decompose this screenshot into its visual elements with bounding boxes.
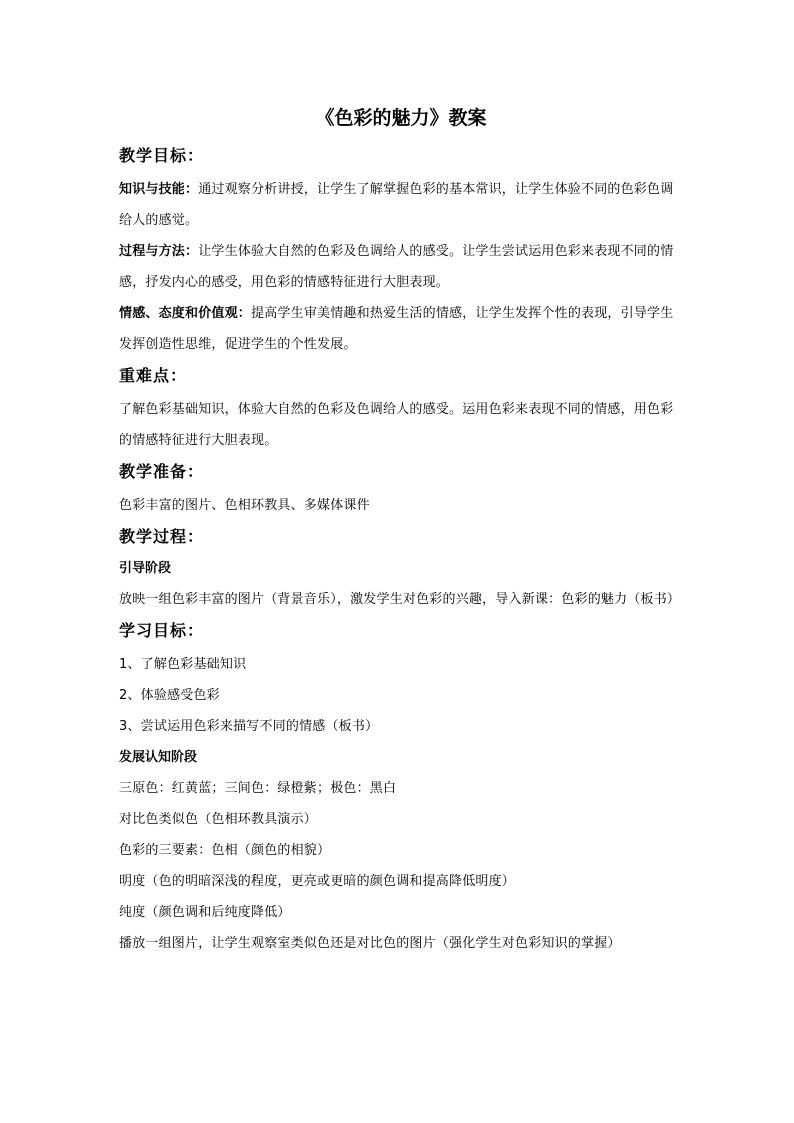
goal-process-label: 过程与方法： [119, 244, 199, 259]
document-content [119, 100, 679, 959]
goal-process-text: 让学生体验大自然的色彩及色调给人的感受。让学生尝试运用色彩来表现不同的情感，抒发内心的感受，用色彩的情感特征进行大胆表现。 [119, 244, 674, 290]
heading-preparation: 教学准备： [119, 462, 205, 481]
development-line: 对比色类似色（色相环教具演示） [119, 812, 318, 827]
development-line: 纯度（颜色调和后纯度降低） [119, 905, 291, 920]
heading-learning-goals: 学习目标： [119, 621, 205, 640]
goal-knowledge-label: 知识与技能： [119, 182, 199, 197]
learning-goal-item: 3、尝试运用色彩来描写不同的情感（板书） [119, 719, 379, 734]
preparation-text: 色彩丰富的图片、色相环教具、多媒体课件 [119, 498, 370, 513]
development-line: 色彩的三要素：色相（颜色的相貌） [119, 843, 331, 858]
goal-emotion-text: 提高学生审美情趣和热爱生活的情感，让学生发挥个性的表现，引导学生发挥创造性思维，促进学生的个性发展。 [119, 306, 674, 352]
goal-emotion-label: 情感、态度和价值观： [119, 306, 252, 321]
development-line: 明度（色的明暗深浅的程度，更亮或更暗的颜色调和提高降低明度） [119, 874, 516, 889]
goal-emotion [119, 298, 679, 360]
goal-knowledge [119, 174, 679, 236]
development-line: 播放一组图片，让学生观察室类似色还是对比色的图片（强化学生对色彩知识的掌握） [119, 936, 621, 951]
key-points-text: 了解色彩基础知识，体验大自然的色彩及色调给人的感受。运用色彩来表现不同的情感，用色彩的情感特征进行大胆表现。 [119, 402, 674, 448]
subheading-development-stage: 发展认知阶段 [119, 750, 198, 765]
document-title: 《色彩的魅力》教案 [315, 107, 487, 129]
heading-process: 教学过程： [119, 527, 205, 546]
development-line: 三原色：红黄蓝；三间色：绿橙紫；极色：黑白 [119, 781, 397, 796]
learning-goal-item: 1、了解色彩基础知识 [119, 657, 247, 672]
goal-knowledge-text: 通过观察分析讲授，让学生了解掌握色彩的基本常识，让学生体验不同的色彩色调给人的感觉。 [119, 182, 674, 228]
intro-stage-text: 放映一组色彩丰富的图片（背景音乐），激发学生对色彩的兴趣，导入新课：色彩的魅力（板书） [119, 592, 681, 607]
learning-goal-item: 2、体验感受色彩 [119, 688, 220, 703]
heading-key-points: 重难点： [119, 366, 188, 385]
goal-process [119, 236, 679, 298]
heading-teaching-goals: 教学目标： [119, 146, 205, 165]
subheading-intro-stage: 引导阶段 [119, 561, 172, 576]
